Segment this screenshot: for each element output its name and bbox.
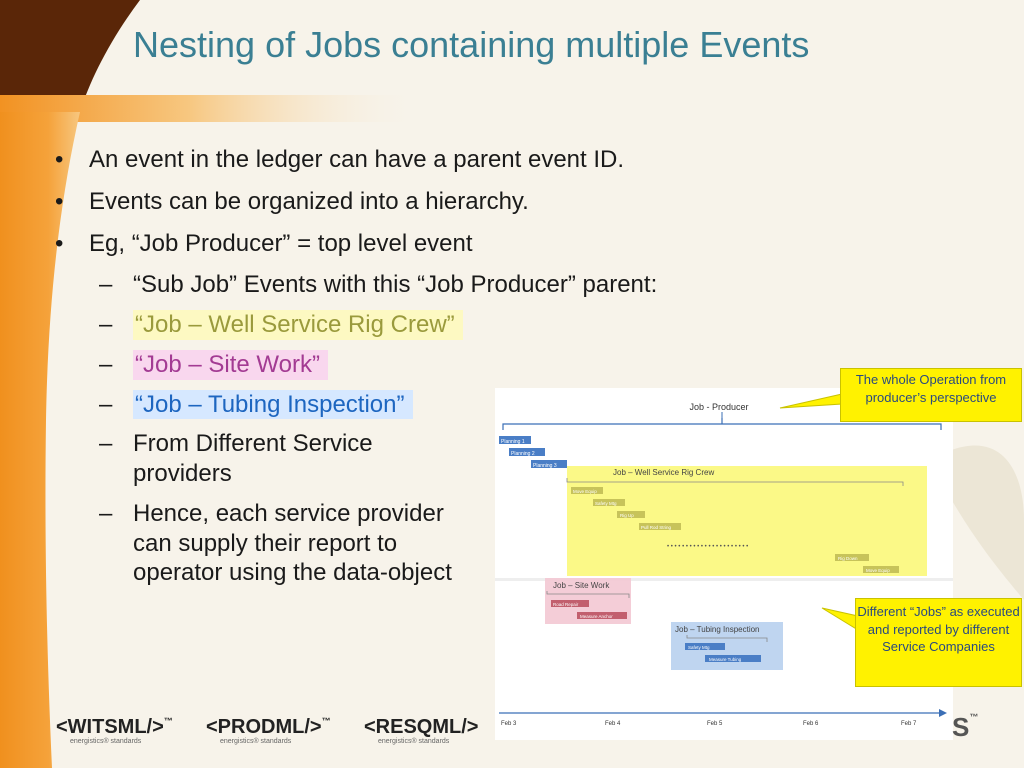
callout-producer-perspective: The whole Operation from producer’s perspective [840, 368, 1022, 422]
bullet-marker: • [55, 187, 64, 215]
sub-bullet-marker: – [99, 271, 113, 299]
bullet-marker: • [55, 229, 64, 257]
footer-logos [56, 716, 496, 752]
trademark: ™ [969, 712, 979, 722]
bullet-text: Events can be organized into a hierarchy. [89, 187, 529, 215]
prodml-logo [206, 716, 331, 745]
sub-bullet-marker: – [99, 430, 113, 458]
sub-bullet-text: Hence, each service provider can supply their report to operator using the data-object [133, 499, 452, 587]
planning-label: Planning 3 [533, 463, 557, 469]
callout-pointer [780, 394, 842, 408]
energistics-tagline: energistics® standards [70, 738, 142, 745]
timeline-label: Feb 3 [501, 721, 517, 727]
highlight-site-work: “Job – Site Work” [133, 350, 328, 380]
timeline-label: Feb 5 [707, 721, 723, 727]
witsml-logo [56, 716, 173, 745]
task-label: Move Equip [573, 489, 597, 494]
sub-bullet-marker: – [99, 390, 113, 418]
task-label: Measure Tubing [709, 657, 742, 662]
witsml-logo-text: <WITSML/> [56, 716, 164, 738]
task-label: Safety Mtg [688, 645, 710, 650]
task-label: Road Repair [553, 602, 579, 607]
rig-crew-title: Job – Well Service Rig Crew [613, 468, 715, 477]
task-label: Measure Anchor [580, 614, 613, 619]
resqml-logo [364, 716, 479, 745]
task-label: Rig Down [838, 556, 858, 561]
timeline-label: Feb 4 [605, 721, 621, 727]
prodml-logo-text: <PRODML/> [206, 716, 322, 738]
slide-title: Nesting of Jobs containing multiple Events [133, 24, 810, 65]
energistics-logo-letter: S [952, 712, 970, 742]
tubing-inspection-title: Job – Tubing Inspection [675, 625, 760, 634]
callout-service-companies: Different “Jobs” as executed and reported by different Service Companies [855, 598, 1022, 687]
timeline-label: Feb 6 [803, 721, 819, 727]
highlight-tubing-inspection: “Job – Tubing Inspection” [133, 390, 413, 420]
task-continuation-dots: • • • • • • • • • • • • • • • • • • • • • • [667, 544, 749, 550]
bullet-text: Eg, “Job Producer” = top level event [89, 229, 473, 257]
energistics-logo-fragment [952, 712, 978, 743]
task-label: Rig Up [620, 513, 634, 518]
job-producer-label: Job - Producer [689, 402, 749, 412]
timeline-label: Feb 7 [901, 721, 917, 727]
resqml-logo-text: <RESQML/> [364, 716, 479, 738]
bullet-marker: • [55, 146, 64, 173]
task-label: Pull Rod String [641, 525, 672, 530]
trademark: ™ [163, 716, 173, 726]
planning-label: Planning 2 [511, 451, 535, 457]
energistics-tagline: energistics® standards [220, 738, 292, 745]
sub-bullet-text: From Different Service providers [133, 430, 373, 487]
task-label: Safety Mtg [595, 501, 617, 506]
sub-bullet-marker: – [99, 311, 113, 338]
bullet-text: An event in the ledger can have a parent event ID. [89, 146, 625, 173]
planning-label: Planning 1 [501, 439, 525, 445]
task-label: Move Equip [866, 568, 890, 573]
energistics-tagline: energistics® standards [378, 738, 450, 745]
site-work-title: Job – Site Work [553, 581, 610, 590]
callout-pointer [822, 608, 858, 630]
sub-bullet-text: “Sub Job” Events with this “Job Producer” parent: [133, 271, 658, 299]
sub-bullet-marker: – [99, 499, 113, 527]
sub-bullet-marker: – [99, 350, 113, 378]
highlight-rig-crew: “Job – Well Service Rig Crew” [133, 310, 463, 340]
trademark: ™ [321, 716, 331, 726]
